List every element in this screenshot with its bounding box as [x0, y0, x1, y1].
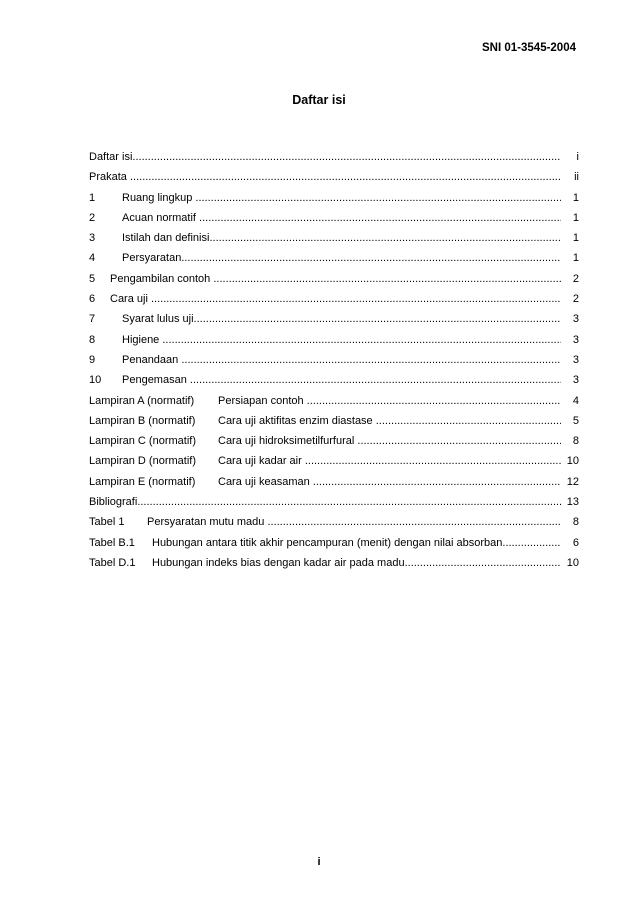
toc-entry-page: 4 [572, 394, 579, 407]
toc-entry-text [89, 167, 561, 187]
toc-entry-page: 3 [572, 353, 579, 366]
toc-entry-number: Lampiran D (normatif) [89, 455, 196, 468]
toc-entry-number: 10 [89, 374, 102, 387]
toc-entry-number: 3 [89, 232, 96, 245]
toc-entry-title: Persyaratan [122, 252, 182, 265]
toc-entry-title: Acuan normatif [122, 211, 200, 224]
toc-entry-text [89, 188, 561, 208]
toc-entry-page: 3 [572, 374, 579, 387]
toc-entry-text [89, 248, 561, 268]
toc-entry-title: Cara uji kadar air [218, 455, 305, 468]
toc-entry-page: 6 [572, 536, 579, 549]
toc-entry-text [89, 391, 561, 411]
toc-entry-page: 10 [566, 455, 579, 468]
toc-entry-text [89, 553, 561, 573]
toc-entry[interactable] [89, 147, 579, 167]
toc-entry-text [89, 330, 561, 350]
toc-entry[interactable] [89, 472, 579, 492]
toc-entry-page: 5 [572, 414, 579, 427]
toc-entry-number: Lampiran A (normatif) [89, 394, 195, 407]
toc-entry[interactable] [89, 411, 579, 431]
toc-entry-title: Persiapan contoh [218, 394, 307, 407]
toc-entry-title: Bibliografi [89, 496, 138, 509]
toc-entry[interactable] [89, 228, 579, 248]
toc-entry-text [89, 370, 561, 390]
toc-entry-number: 2 [89, 211, 96, 224]
toc-entry[interactable] [89, 533, 579, 553]
toc-entry-number: 6 [89, 293, 96, 306]
document-code: SNI 01-3545-2004 [482, 42, 576, 54]
toc-entry-title: Cara uji aktifitas enzim diastase [218, 414, 376, 427]
toc-entry-page: 1 [572, 191, 579, 204]
toc-entry[interactable] [89, 289, 579, 309]
toc-entry[interactable] [89, 330, 579, 350]
toc-entry-page: 3 [572, 333, 579, 346]
toc-entry-text [89, 431, 561, 451]
toc-entry-number: Tabel 1 [89, 516, 125, 529]
toc-entry[interactable] [89, 167, 579, 187]
toc-entry-page: 8 [572, 435, 579, 448]
toc-entry-page: 3 [572, 313, 579, 326]
toc-entry[interactable] [89, 350, 579, 370]
toc-entry-number: 1 [89, 191, 96, 204]
toc-entry[interactable] [89, 553, 579, 573]
toc-entry-text [89, 309, 561, 329]
toc-entry-text [89, 228, 561, 248]
toc-entry-title: Cara uji keasaman [218, 475, 313, 488]
toc-entry-text [89, 512, 561, 532]
toc-entry-page: 2 [572, 272, 579, 285]
toc-entry-number: 5 [89, 272, 96, 285]
toc-entry[interactable] [89, 309, 579, 329]
toc-heading: Daftar isi [292, 93, 346, 107]
toc-entry-title: Istilah dan definisi [122, 232, 210, 245]
toc-entry-page: 12 [566, 475, 579, 488]
toc-entry-title: Pengemasan [122, 374, 190, 387]
toc-entry-number: 7 [89, 313, 96, 326]
toc-entry-page: ii [574, 171, 579, 184]
toc-entry[interactable] [89, 188, 579, 208]
toc-entry-title: Prakata [89, 171, 130, 184]
toc-entry-number: 9 [89, 353, 96, 366]
toc-entry-number: 8 [89, 333, 96, 346]
toc-entry[interactable] [89, 248, 579, 268]
toc-entry-text [89, 492, 561, 512]
toc-entry[interactable] [89, 208, 579, 228]
toc-entry-title: Syarat lulus uji [122, 313, 194, 326]
toc-entry-title: Pengambilan contoh [110, 272, 214, 285]
toc-entry[interactable] [89, 451, 579, 471]
toc-entry-title: Daftar isi [89, 151, 133, 163]
toc-entry-text [89, 289, 561, 309]
toc-entry-title: Hubungan indeks bias dengan kadar air pada madu [152, 556, 405, 569]
toc-entry-page: 13 [566, 496, 579, 509]
toc-entry-page: 1 [572, 232, 579, 245]
toc-entry-number: Lampiran E (normatif) [89, 475, 196, 488]
toc-entry-text [89, 208, 561, 228]
toc-entry-number: Tabel B.1 [89, 536, 135, 549]
toc-entry-text [89, 350, 561, 370]
toc-entry[interactable] [89, 431, 579, 451]
toc-entry-text [89, 269, 561, 289]
toc-entry-number: Lampiran C (normatif) [89, 435, 196, 448]
toc-entry-page: 1 [572, 211, 579, 224]
toc-entry-text [89, 472, 561, 492]
toc-entry-page: 8 [572, 516, 579, 529]
toc-entry-number: Lampiran B (normatif) [89, 414, 196, 427]
toc-entry-text [89, 411, 561, 431]
toc-entry-text [89, 533, 561, 553]
toc-entry-page: i [576, 151, 579, 163]
toc-entry[interactable] [89, 512, 579, 532]
toc-entry-title: Cara uji [110, 293, 151, 306]
toc-entry-title: Persyaratan mutu madu [147, 516, 268, 529]
toc-entry-text [89, 451, 561, 471]
toc-entry-title: Ruang lingkup [122, 191, 196, 204]
toc-entry-page: 1 [572, 252, 579, 265]
toc-entry-text [89, 147, 561, 167]
toc-entry[interactable] [89, 492, 579, 512]
toc-entry[interactable] [89, 269, 579, 289]
table-of-contents [89, 147, 579, 573]
toc-entry-page: 2 [572, 293, 579, 306]
toc-entry-title: Penandaan [122, 353, 182, 366]
toc-entry-title: Hubungan antara titik akhir pencampuran (menit) dengan nilai absorban [152, 536, 503, 549]
page-number: i [317, 856, 321, 868]
toc-entry-title: Higiene [122, 333, 163, 346]
toc-entry-title: Cara uji hidroksimetilfurfural [218, 435, 358, 448]
toc-entry-number: 4 [89, 252, 96, 265]
toc-entry-page: 10 [566, 556, 579, 569]
toc-entry-number: Tabel D.1 [89, 556, 136, 569]
toc-entry[interactable] [89, 391, 579, 411]
toc-entry[interactable] [89, 370, 579, 390]
